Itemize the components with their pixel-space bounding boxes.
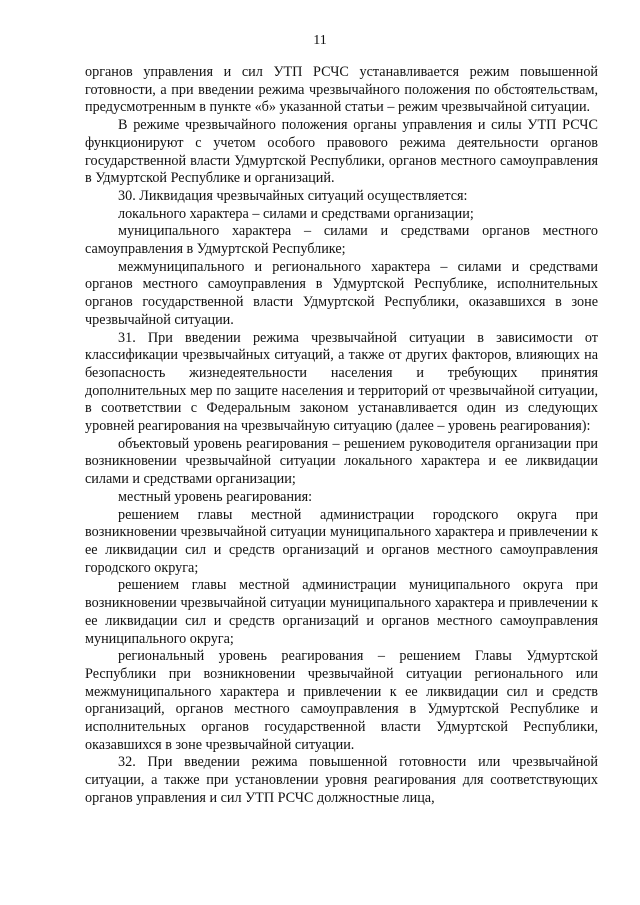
paragraph-municipal-district: решением главы местной администрации муниципального округа при возникновении чрезвычайной ситуации муниципального характера и привлечении к ее ликвидации сил и средств организаций и органов местного самоуправления муниципального округа;	[85, 577, 598, 647]
paragraph-local-character: локального характера – силами и средствами организации;	[118, 205, 474, 222]
paragraph-regional-character: межмуниципального и регионального характера – силами и средствами органов местного самоуправления в Удмуртской Республике, исполнительных органов государственной власти Удмуртской Республики, оказавшихся в зоне чрезвычайной ситуации.	[85, 258, 598, 328]
paragraph-object-level: объектовый уровень реагирования – решением руководителя организации при возникновении чрезвычайной ситуации локального характера и ее ликвидации силами и средствами организации;	[85, 435, 598, 488]
paragraph-emergency-state: В режиме чрезвычайного положения органы управления и силы УТП РСЧС функционируют с учетом особого правового режима деятельности органов государственной власти Удмуртской Республики, органов местного самоуправления в Удмуртской Республике и организаций.	[85, 117, 598, 187]
paragraph-continuation: органов управления и сил УТП РСЧС устанавливается режим повышенной готовности, а при введении режима чрезвычайного положения по обстоятельствам, предусмотренным в пункте «б» указанной статьи – режим чрезвычайной ситуации.	[85, 64, 598, 116]
document-body	[85, 64, 598, 808]
paragraph-municipal-character: муниципального характера – силами и средствами органов местного самоуправления в Удмуртской Республике;	[85, 223, 598, 258]
paragraph-item-30: 30. Ликвидация чрезвычайных ситуаций осуществляется:	[118, 187, 468, 204]
paragraph-city-district: решением главы местной администрации городского округа при возникновении чрезвычайной ситуации муниципального характера и привлечении к ее ликвидации сил и средств организаций и органов местного самоуправления городского округа;	[85, 506, 598, 576]
paragraph-item-31: 31. При введении режима чрезвычайной ситуации в зависимости от классификации чрезвычайных ситуаций, а также от других факторов, влияющих на безопасность жизнедеятельности населения и требующих принятия дополнительных мер по защите населения и территорий от чрезвычайной ситуации, в соответствии с Федеральным законом устанавливается один из следующих уровней реагирования на чрезвычайную ситуацию (далее – уровень реагирования):	[85, 329, 598, 435]
paragraph-item-32: 32. При введении режима повышенной готовности или чрезвычайной ситуации, а также при установлении уровня реагирования для соответствующих органов управления и сил УТП РСЧС должностные лица,	[85, 754, 598, 806]
paragraph-regional-level: региональный уровень реагирования – решением Главы Удмуртской Республики при возникновении чрезвычайной ситуации регионального или межмуниципального характера и привлечении к ее ликвидации сил и средств организаций, органов местного самоуправления в Удмуртской Республике и исполнительных органов государственной власти Удмуртской Республики, оказавшихся в зоне чрезвычайной ситуации.	[85, 648, 598, 753]
page-number: 11	[313, 33, 327, 48]
paragraph-local-level: местный уровень реагирования:	[118, 488, 313, 505]
